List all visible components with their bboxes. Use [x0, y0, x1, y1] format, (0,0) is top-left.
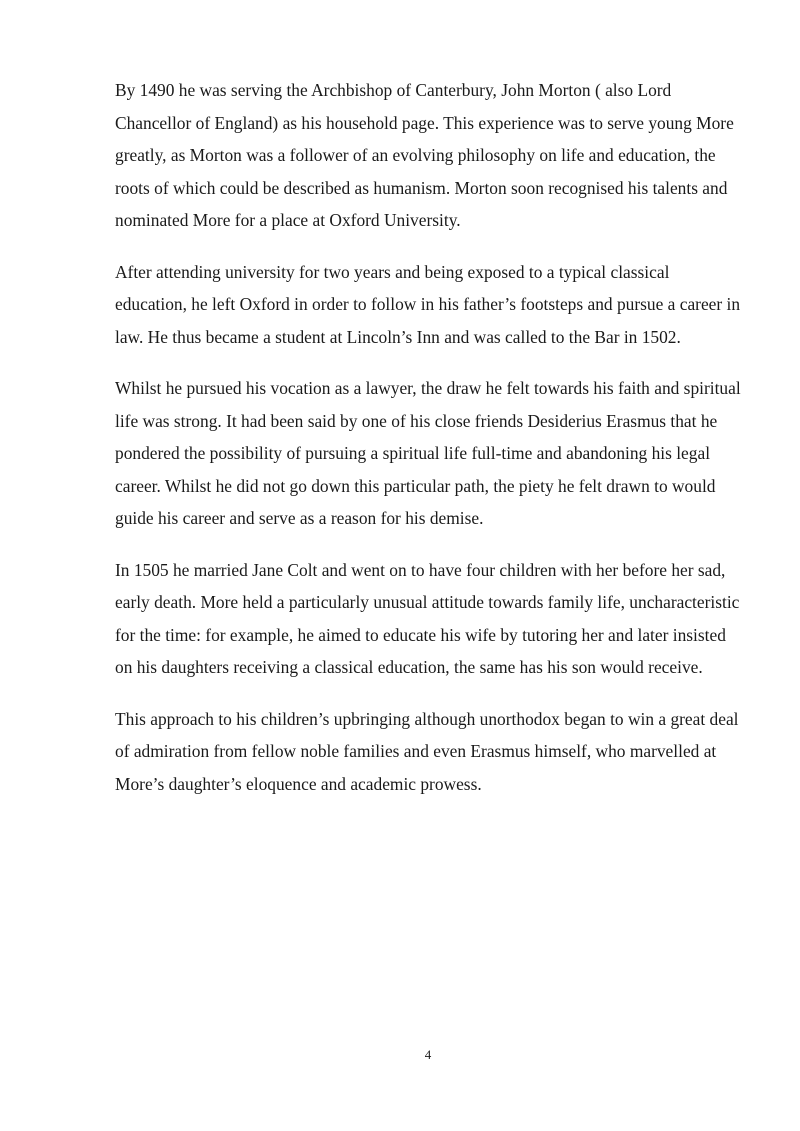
body-text — [115, 74, 745, 819]
paragraph-5: This approach to his children’s upbringing although unorthodox began to win a great deal of admiration from fellow noble families and even Erasmus himself, who marvelled at More’s daughter’s eloquence and academic prowess. — [115, 708, 739, 794]
paragraph-1: By 1490 he was serving the Archbishop of Canterbury, John Morton ( also Lord Chancellor of England) as his household page. This experience was to serve young More greatly, as Morton was a follower of an evolving philosophy on life and education, the roots of which could be described as humanism. Morton soon recognised his talents and nominated More for a place at Oxford University. — [115, 80, 734, 230]
paragraph-2: After attending university for two years and being exposed to a typical classical education, he left Oxford in order to follow in his father’s footsteps and pursue a career in law. He thus became a student at Lincoln’s Inn and was called to the Bar in 1502. — [115, 261, 741, 347]
paragraph-3: Whilst he pursued his vocation as a lawyer, the draw he felt towards his faith and spiritual life was strong. It had been said by one of his close friends Desiderius Erasmus that he pondered the possibility of pursuing a spiritual life full-time and abandoning his legal career. Whilst he did not go down this particular path, the piety he felt drawn to would guide his career and serve as a reason for his demise. — [115, 378, 741, 528]
page-number: 4 — [424, 1047, 432, 1062]
paragraph-4: In 1505 he married Jane Colt and went on to have four children with her before her sad, early death. More held a particularly unusual attitude towards family life, uncharacteristic for the time: for example, he aimed to educate his wife by tutoring her and later insisted on his daughters receiving a classical education, the same has his son would receive. — [115, 559, 740, 677]
